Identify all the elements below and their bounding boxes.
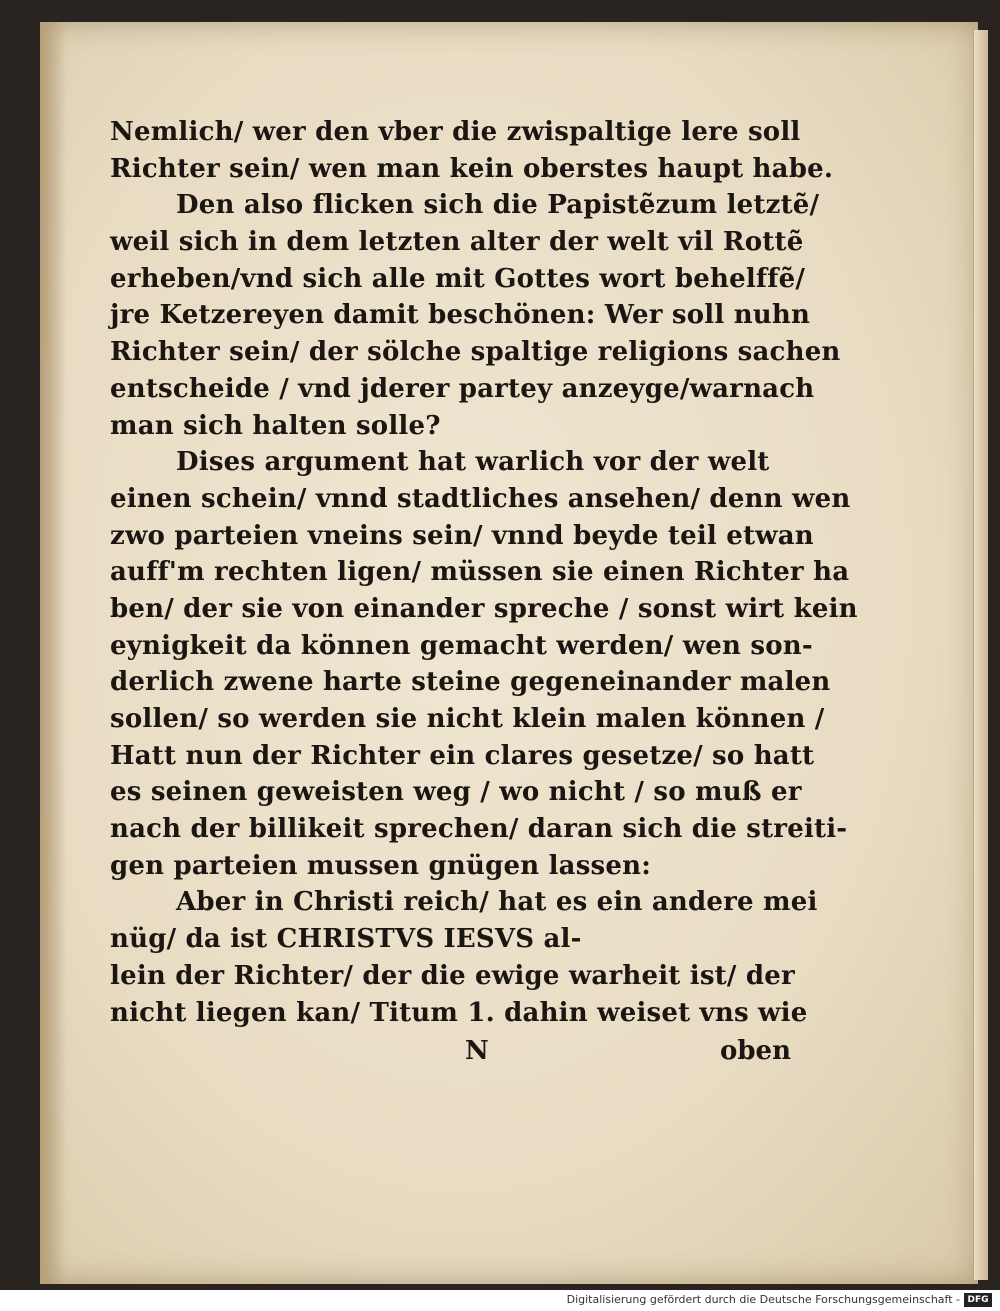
text-line: Nemlich/ wer den vber die zwispaltige lere soll	[110, 117, 801, 147]
text-line: Richter sein/ wen man kein oberstes haupt habe.	[110, 153, 834, 184]
text-line: Hatt nun der Richter ein clares gesetze/ so hatt	[110, 740, 815, 771]
text-line: derlich zwene harte steine gegeneinander malen	[110, 667, 831, 698]
catchword: oben	[720, 1036, 791, 1067]
text-line: auff'm rechten ligen/ müssen sie einen Richter ha	[110, 557, 850, 588]
text-line: Richter sein/ der sölche spaltige religions sachen	[110, 337, 841, 368]
text-line: man sich halten solle?	[110, 410, 441, 441]
text-line: weil sich in dem letzten alter der welt vil Rottẽ	[110, 227, 804, 258]
footer-bar	[0, 1290, 1000, 1311]
text-line: lein der Richter/ der die ewige warheit ist/ der	[110, 960, 795, 991]
page-edge	[973, 30, 988, 1280]
text-line: Aber in Christi reich/ hat es ein andere mei	[176, 887, 818, 918]
text-line: ben/ der sie von einander spreche / sonst wirt kein	[110, 593, 858, 624]
text-line: sollen/ so werden sie nicht klein malen können /	[110, 704, 825, 734]
text-line: Dises argument hat warlich vor der welt	[176, 447, 770, 478]
text-line: eynigkeit da können gemacht werden/ wen son-	[110, 630, 813, 661]
text-block	[110, 114, 858, 1071]
text-line: nach der billikeit sprechen/ daran sich die streiti-	[110, 814, 848, 845]
page-foot	[110, 1031, 810, 1071]
text-line: erheben/vnd sich alle mit Gottes wort behelffẽ/	[110, 263, 806, 294]
dfg-logo-icon: DFG	[964, 1293, 992, 1307]
text-line: zwo parteien vneins sein/ vnnd beyde teil etwan	[110, 520, 814, 551]
signature-mark: N	[465, 1036, 489, 1067]
text-line: einen schein/ vnnd stadtliches ansehen/ denn wen	[110, 483, 851, 514]
text-line: nicht liegen kan/ Titum 1. dahin weiset vns wie	[110, 997, 808, 1028]
text-line: gen parteien mussen gnügen lassen:	[110, 850, 652, 881]
page-gutter	[40, 22, 66, 1284]
text-line: es seinen geweisten weg / wo nicht / so muß er	[110, 777, 802, 808]
text-line: nüg/ da ist CHRISTVS IESVS al-	[110, 924, 582, 955]
text-line: jre Ketzereyen damit beschönen: Wer soll nuhn	[110, 300, 811, 331]
text-line: Den also flicken sich die Papistẽzum letztẽ/	[176, 190, 820, 221]
text-line: entscheide / vnd jderer partey anzeyge/warnach	[110, 373, 815, 404]
book-page	[40, 22, 978, 1284]
footer-credit: Digitalisierung gefördert durch die Deutsche Forschungsgemeinschaft -	[566, 1293, 960, 1306]
